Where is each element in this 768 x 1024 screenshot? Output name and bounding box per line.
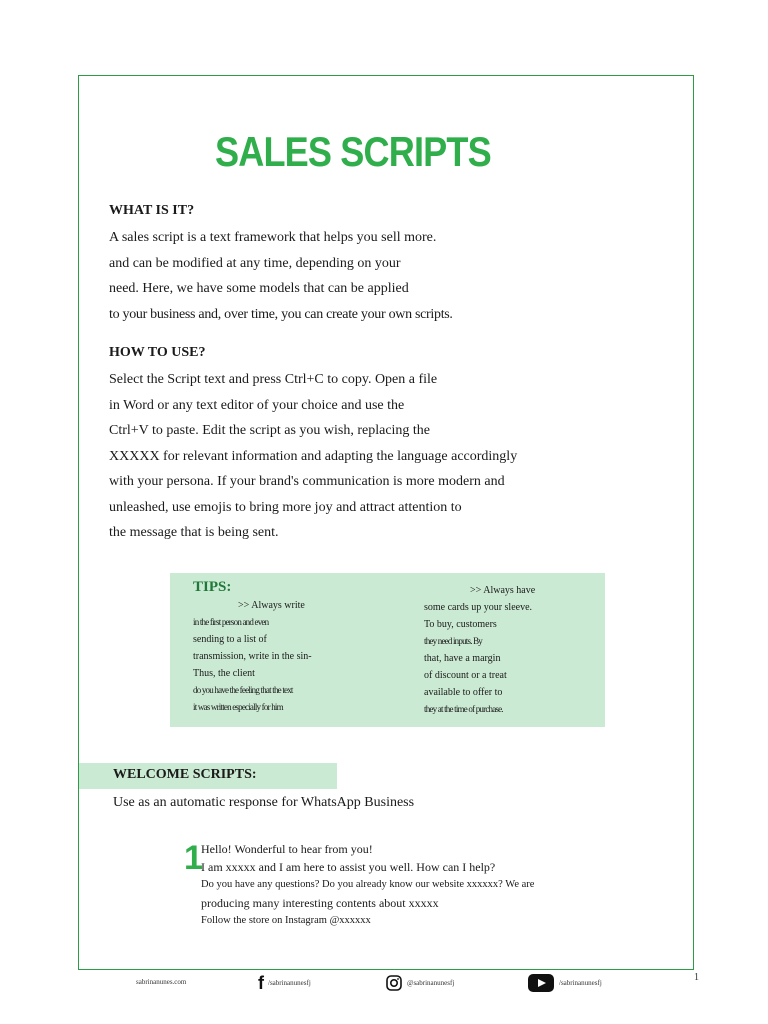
text-line: in Word or any text editor of your choice and use the (109, 397, 405, 413)
tip-line: Thus, the client (193, 668, 255, 679)
what-is-it-paragraph (109, 225, 453, 327)
script-line: Hello! Wonderful to hear from you! (201, 842, 373, 856)
tip-line: they at the time of purchase. (424, 704, 503, 714)
text-line: to your business and, over time, you can create your own scripts. (109, 306, 453, 322)
tip-line: that, have a margin (424, 653, 501, 664)
welcome-scripts-subtitle: Use as an automatic response for WhatsApp Business (113, 795, 415, 810)
tip-line: it was written especially for him (193, 702, 283, 712)
welcome-script-text (201, 840, 534, 930)
youtube-handle[interactable]: /sabrinanunesfj (559, 979, 602, 987)
tip-line: of discount or a treat (424, 670, 507, 681)
instagram-icon (386, 975, 402, 991)
tip-line: >> Always have (470, 585, 536, 596)
tips-label: TIPS: (193, 579, 232, 595)
how-to-use-paragraph (109, 367, 517, 546)
tip-line: do you have the feeling that the text (193, 685, 293, 695)
page-title: SALES SCRIPTS (215, 128, 491, 175)
text-line: Ctrl+V to paste. Edit the script as you wish, replacing the (109, 423, 431, 438)
tip-line: some cards up your sleeve. (424, 602, 533, 613)
text-line: need. Here, we have some models that can be applied (109, 281, 409, 296)
tip-line: in the first person and even (193, 617, 269, 627)
text-line: Select the Script text and press Ctrl+C to copy. Open a file (109, 372, 438, 387)
footer-youtube[interactable] (528, 974, 602, 992)
text-line: A sales script is a text framework that helps you sell more. (109, 230, 437, 245)
script-line: Follow the store on Instagram @xxxxxx (201, 915, 371, 926)
footer-website[interactable] (136, 978, 186, 986)
tip-line: >> Always write (238, 600, 305, 611)
tip-line: transmission, write in the sin- (193, 651, 312, 662)
welcome-scripts-heading: WELCOME SCRIPTS: (113, 767, 257, 782)
tip-line: To buy, customers (424, 619, 497, 630)
text-line: the message that is being sent. (109, 525, 279, 540)
footer-instagram[interactable] (386, 975, 454, 991)
what-is-it-heading: WHAT IS IT? (109, 203, 195, 218)
text-line: and can be modified at any time, depending on your (109, 255, 401, 271)
facebook-handle[interactable]: /sabrinanunesfj (268, 979, 311, 987)
script-number: 1 (184, 839, 203, 877)
footer-facebook[interactable] (258, 975, 311, 991)
page-number: 1 (694, 972, 699, 983)
script-line: producing many interesting contents about xxxxx (201, 896, 439, 910)
tips-left-column (193, 597, 312, 716)
youtube-icon (528, 974, 554, 992)
page-footer (0, 974, 768, 998)
text-line: with your persona. If your brand's communication is more modern and (109, 474, 505, 489)
facebook-icon: f (258, 973, 264, 993)
tip-line: sending to a list of (193, 634, 267, 645)
how-to-use-heading: HOW TO USE? (109, 345, 206, 360)
tip-line: available to offer to (424, 687, 503, 698)
script-line: I am xxxxx and I am here to assist you well. How can I help? (201, 860, 496, 874)
website-link[interactable]: sabrinanunes.com (136, 978, 187, 986)
text-line: XXXXX for relevant information and adapting the language accordingly (109, 448, 518, 464)
tip-line: they need inputs. By (424, 636, 482, 646)
text-line: unleashed, use emojis to bring more joy and attract attention to (109, 499, 462, 515)
instagram-handle[interactable]: @sabrinanunesfj (407, 979, 455, 987)
script-line: Do you have any questions? Do you already know our website xxxxxx? We are (201, 879, 535, 890)
tips-right-column (424, 582, 535, 718)
